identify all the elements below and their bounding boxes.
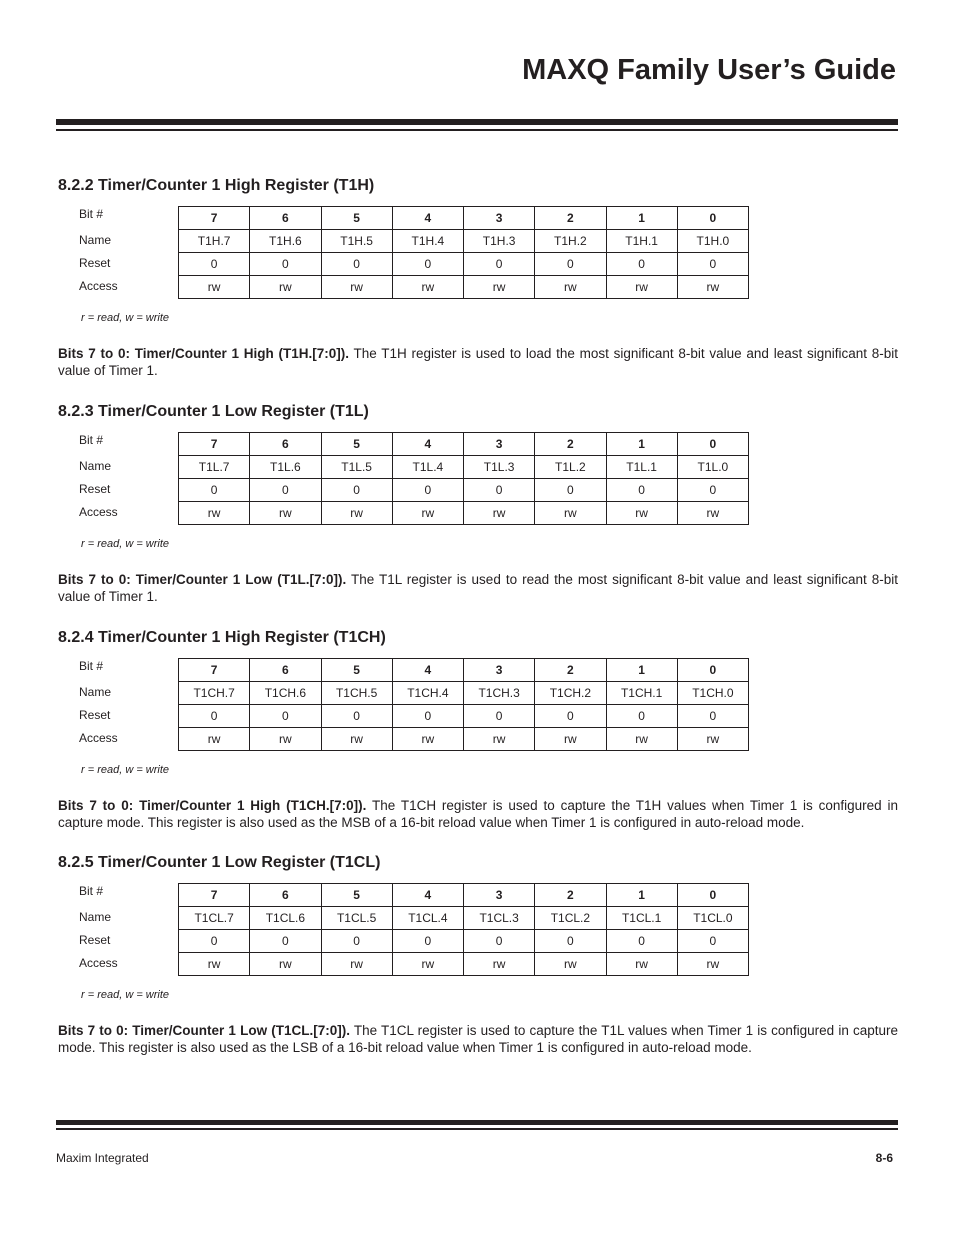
access-cell: rw	[250, 502, 321, 525]
access-cell: rw	[179, 728, 250, 751]
reset-value-cell: 0	[535, 705, 606, 728]
access-cell: rw	[392, 953, 463, 976]
table-row	[179, 884, 749, 907]
reset-value-cell: 0	[535, 930, 606, 953]
row-labels	[79, 883, 189, 975]
bit-name-cell: T1H.5	[321, 230, 392, 253]
bit-number-cell: 4	[392, 207, 463, 230]
bit-name-cell: T1L.1	[606, 456, 677, 479]
bit-number-cell: 7	[179, 659, 250, 682]
access-cell: rw	[464, 276, 535, 299]
reset-value-cell: 0	[179, 479, 250, 502]
bit-number-cell: 1	[606, 659, 677, 682]
bit-description	[58, 572, 898, 605]
reset-value-cell: 0	[606, 479, 677, 502]
access-legend: r = read, w = write	[81, 764, 170, 776]
row-label-bit: Bit #	[79, 433, 104, 447]
bit-description-title: Bits 7 to 0: Timer/Counter 1 High (T1H.[7:0]).	[58, 346, 350, 361]
table-row	[179, 253, 749, 276]
reset-value-cell: 0	[321, 930, 392, 953]
table-row	[179, 659, 749, 682]
bit-name-cell: T1CH.5	[321, 682, 392, 705]
section-heading: 8.2.4 Timer/Counter 1 High Register (T1CH)	[58, 629, 386, 646]
row-label-reset: Reset	[79, 933, 111, 947]
bit-description-title: Bits 7 to 0: Timer/Counter 1 Low (T1CL.[7:0]).	[58, 1023, 350, 1038]
reset-value-cell: 0	[321, 705, 392, 728]
access-cell: rw	[535, 728, 606, 751]
bit-name-cell: T1CH.0	[677, 682, 748, 705]
header-rule-thin	[56, 129, 898, 131]
bit-name-cell: T1H.2	[535, 230, 606, 253]
reset-value-cell: 0	[464, 253, 535, 276]
bit-description	[58, 1023, 898, 1056]
table-row	[179, 207, 749, 230]
bit-name-cell: T1CH.1	[606, 682, 677, 705]
reset-value-cell: 0	[392, 479, 463, 502]
bit-number-cell: 5	[321, 433, 392, 456]
reset-value-cell: 0	[179, 253, 250, 276]
bit-description-text: The T1CH register is used to capture the T1H values when Timer 1 is configured in capture mode. This register is also used as the MSB of a 16-bit reload value when Timer 1 is configured in auto-reload mode.	[58, 798, 899, 830]
access-legend: r = read, w = write	[81, 538, 170, 550]
bit-name-cell: T1L.7	[179, 456, 250, 479]
access-cell: rw	[250, 953, 321, 976]
bit-number-cell: 6	[250, 884, 321, 907]
access-cell: rw	[179, 953, 250, 976]
access-cell: rw	[677, 502, 748, 525]
reset-value-cell: 0	[535, 479, 606, 502]
bit-number-cell: 7	[179, 207, 250, 230]
bit-number-cell: 7	[179, 433, 250, 456]
reset-value-cell: 0	[677, 479, 748, 502]
bit-number-cell: 0	[677, 207, 748, 230]
bit-description	[58, 798, 898, 831]
bit-number-cell: 6	[250, 207, 321, 230]
reset-value-cell: 0	[464, 930, 535, 953]
bit-description-text: The T1H register is used to load the most significant 8-bit value and least significant 8-bit value of Timer 1.	[58, 346, 898, 378]
bit-number-cell: 0	[677, 433, 748, 456]
access-cell: rw	[179, 276, 250, 299]
section-heading: 8.2.5 Timer/Counter 1 Low Register (T1CL)	[58, 854, 381, 871]
bit-number-cell: 3	[464, 207, 535, 230]
reset-value-cell: 0	[677, 705, 748, 728]
reset-value-cell: 0	[392, 930, 463, 953]
row-label-name: Name	[79, 459, 112, 473]
access-cell: rw	[606, 728, 677, 751]
row-label-bit: Bit #	[79, 659, 104, 673]
bit-number-cell: 2	[535, 207, 606, 230]
bit-number-cell: 3	[464, 659, 535, 682]
footer-company: Maxim Integrated	[56, 1151, 149, 1165]
document-title: MAXQ Family User’s Guide	[522, 54, 896, 86]
access-cell: rw	[464, 953, 535, 976]
register-table	[178, 658, 749, 751]
bit-name-cell: T1CL.2	[535, 907, 606, 930]
bit-name-cell: T1CH.2	[535, 682, 606, 705]
bit-name-cell: T1H.7	[179, 230, 250, 253]
reset-value-cell: 0	[392, 705, 463, 728]
access-cell: rw	[321, 953, 392, 976]
register-table	[178, 432, 749, 525]
access-cell: rw	[321, 276, 392, 299]
bit-name-cell: T1L.2	[535, 456, 606, 479]
table-row	[179, 230, 749, 253]
bit-description-title: Bits 7 to 0: Timer/Counter 1 High (T1CH.[7:0]).	[58, 798, 367, 813]
register-map	[58, 658, 898, 758]
reset-value-cell: 0	[606, 253, 677, 276]
reset-value-cell: 0	[250, 705, 321, 728]
bit-number-cell: 4	[392, 433, 463, 456]
bit-number-cell: 5	[321, 207, 392, 230]
access-cell: rw	[535, 953, 606, 976]
footer-page-number: 8-6	[875, 1151, 893, 1165]
bit-name-cell: T1CH.7	[179, 682, 250, 705]
table-row	[179, 728, 749, 751]
table-row	[179, 953, 749, 976]
bit-name-cell: T1CL.0	[677, 907, 748, 930]
bit-number-cell: 1	[606, 884, 677, 907]
access-cell: rw	[321, 502, 392, 525]
reset-value-cell: 0	[464, 479, 535, 502]
register-section	[58, 853, 898, 1056]
reset-value-cell: 0	[321, 253, 392, 276]
bit-description-text: The T1CL register is used to capture the T1L values when Timer 1 is configured in capture mode. This register is also used as the LSB of a 16-bit reload value when Timer 1 is configured in auto-reload mode.	[58, 1023, 898, 1055]
reset-value-cell: 0	[535, 253, 606, 276]
bit-number-cell: 1	[606, 433, 677, 456]
register-table	[178, 883, 749, 976]
reset-value-cell: 0	[179, 705, 250, 728]
register-section	[58, 176, 898, 379]
row-labels	[79, 658, 189, 750]
access-cell: rw	[606, 502, 677, 525]
access-cell: rw	[321, 728, 392, 751]
access-cell: rw	[392, 502, 463, 525]
register-section	[58, 402, 898, 605]
bit-number-cell: 1	[606, 207, 677, 230]
row-label-access: Access	[79, 956, 118, 970]
access-cell: rw	[250, 276, 321, 299]
bit-number-cell: 3	[464, 433, 535, 456]
bit-number-cell: 3	[464, 884, 535, 907]
row-label-reset: Reset	[79, 708, 111, 722]
table-row	[179, 930, 749, 953]
bit-name-cell: T1CL.3	[464, 907, 535, 930]
bit-name-cell: T1CL.1	[606, 907, 677, 930]
bit-name-cell: T1L.0	[677, 456, 748, 479]
row-label-name: Name	[79, 233, 112, 247]
bit-description	[58, 346, 898, 379]
reset-value-cell: 0	[606, 930, 677, 953]
bit-description-title: Bits 7 to 0: Timer/Counter 1 Low (T1L.[7:0]).	[58, 572, 347, 587]
bit-name-cell: T1L.6	[250, 456, 321, 479]
bit-number-cell: 4	[392, 884, 463, 907]
row-label-name: Name	[79, 685, 112, 699]
row-label-access: Access	[79, 279, 118, 293]
reset-value-cell: 0	[250, 253, 321, 276]
bit-number-cell: 2	[535, 433, 606, 456]
table-row	[179, 682, 749, 705]
section-heading: 8.2.3 Timer/Counter 1 Low Register (T1L)	[58, 403, 369, 420]
reset-value-cell: 0	[392, 253, 463, 276]
table-row	[179, 907, 749, 930]
bit-name-cell: T1CL.7	[179, 907, 250, 930]
row-label-reset: Reset	[79, 256, 111, 270]
footer-rule-thick	[56, 1120, 898, 1125]
reset-value-cell: 0	[250, 930, 321, 953]
access-cell: rw	[179, 502, 250, 525]
table-row	[179, 456, 749, 479]
reset-value-cell: 0	[677, 253, 748, 276]
bit-name-cell: T1H.0	[677, 230, 748, 253]
bit-number-cell: 6	[250, 659, 321, 682]
table-row	[179, 276, 749, 299]
reset-value-cell: 0	[250, 479, 321, 502]
register-section	[58, 628, 898, 831]
table-row	[179, 479, 749, 502]
bit-number-cell: 5	[321, 659, 392, 682]
row-label-bit: Bit #	[79, 207, 104, 221]
bit-number-cell: 0	[677, 884, 748, 907]
row-labels	[79, 206, 189, 298]
register-map	[58, 432, 898, 532]
row-label-reset: Reset	[79, 482, 111, 496]
access-cell: rw	[392, 276, 463, 299]
reset-value-cell: 0	[464, 705, 535, 728]
reset-value-cell: 0	[179, 930, 250, 953]
reset-value-cell: 0	[321, 479, 392, 502]
access-cell: rw	[606, 276, 677, 299]
bit-name-cell: T1L.4	[392, 456, 463, 479]
footer-rule-thin	[56, 1128, 898, 1130]
access-cell: rw	[464, 502, 535, 525]
access-cell: rw	[606, 953, 677, 976]
access-cell: rw	[250, 728, 321, 751]
bit-name-cell: T1CL.4	[392, 907, 463, 930]
bit-name-cell: T1L.5	[321, 456, 392, 479]
bit-name-cell: T1H.3	[464, 230, 535, 253]
bit-number-cell: 5	[321, 884, 392, 907]
bit-number-cell: 4	[392, 659, 463, 682]
row-label-name: Name	[79, 910, 112, 924]
table-row	[179, 433, 749, 456]
reset-value-cell: 0	[677, 930, 748, 953]
row-label-bit: Bit #	[79, 884, 104, 898]
row-label-access: Access	[79, 731, 118, 745]
access-cell: rw	[392, 728, 463, 751]
access-cell: rw	[677, 728, 748, 751]
bit-name-cell: T1CL.5	[321, 907, 392, 930]
bit-name-cell: T1CH.3	[464, 682, 535, 705]
bit-number-cell: 2	[535, 884, 606, 907]
bit-name-cell: T1H.1	[606, 230, 677, 253]
bit-number-cell: 0	[677, 659, 748, 682]
access-cell: rw	[535, 276, 606, 299]
register-map	[58, 883, 898, 983]
header-rule-thick	[56, 119, 898, 125]
access-cell: rw	[464, 728, 535, 751]
bit-name-cell: T1CL.6	[250, 907, 321, 930]
access-cell: rw	[677, 953, 748, 976]
bit-name-cell: T1H.6	[250, 230, 321, 253]
bit-name-cell: T1CH.6	[250, 682, 321, 705]
table-row	[179, 705, 749, 728]
bit-number-cell: 6	[250, 433, 321, 456]
section-heading: 8.2.2 Timer/Counter 1 High Register (T1H)	[58, 177, 375, 194]
register-table	[178, 206, 749, 299]
access-legend: r = read, w = write	[81, 989, 170, 1001]
access-cell: rw	[677, 276, 748, 299]
row-label-access: Access	[79, 505, 118, 519]
reset-value-cell: 0	[606, 705, 677, 728]
table-row	[179, 502, 749, 525]
row-labels	[79, 432, 189, 524]
bit-name-cell: T1CH.4	[392, 682, 463, 705]
bit-number-cell: 2	[535, 659, 606, 682]
bit-number-cell: 7	[179, 884, 250, 907]
access-legend: r = read, w = write	[81, 312, 170, 324]
bit-name-cell: T1H.4	[392, 230, 463, 253]
bit-description-text: The T1L register is used to read the most significant 8-bit value and least significant 8-bit value of Timer 1.	[58, 572, 898, 604]
register-map	[58, 206, 898, 306]
access-cell: rw	[535, 502, 606, 525]
bit-name-cell: T1L.3	[464, 456, 535, 479]
